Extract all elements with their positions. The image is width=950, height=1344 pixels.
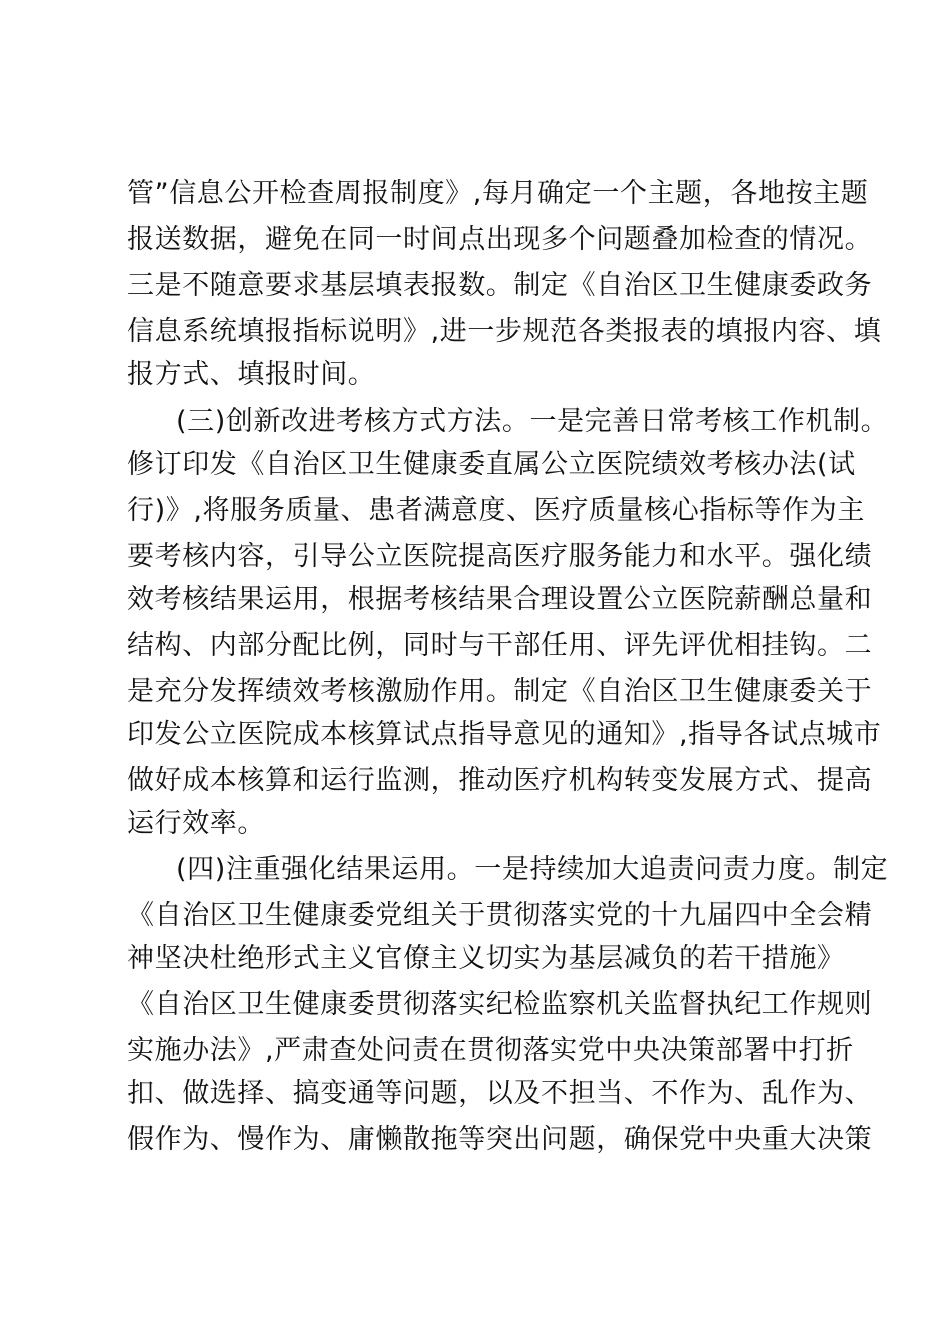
- paragraph-heading-4: (四)注重强化结果运用。一是持续加大追责问责力度。制定: [176, 854, 889, 885]
- text-line: 三是不随意要求基层填表报数。制定《自治区卫生健康委政务: [127, 270, 873, 301]
- text-line: 信息系统填报指标说明》,进一步规范各类报表的填报内容、填: [127, 316, 882, 347]
- text-line: 行)》,将服务质量、患者满意度、医疗质量核心指标等作为主: [127, 495, 865, 526]
- text-line: 《自治区卫生健康委贯彻落实纪检监察机关监督执纪工作规则: [127, 989, 873, 1020]
- text-line: 管”信息公开检查周报制度》,每月确定一个主题，各地按主题: [127, 178, 869, 209]
- text-line: 报方式、填报时间。: [127, 359, 376, 390]
- text-line: 神坚决杜绝形式主义官僚主义切实为基层减负的若干措施》: [127, 943, 845, 974]
- text-line: 报送数据，避免在同一时间点出现多个问题叠加检查的情况。: [127, 224, 873, 255]
- text-line: 结构、内部分配比例，同时与干部任用、评先评优相挂钩。二: [127, 630, 873, 661]
- text-line: 印发公立医院成本核算试点指导意见的通知》,指导各试点城市: [127, 719, 882, 750]
- text-line: 运行效率。: [127, 808, 265, 839]
- text-line: 效考核结果运用，根据考核结果合理设置公立医院薪酬总量和: [127, 584, 873, 615]
- text-line: 要考核内容，引导公立医院提高医疗服务能力和水平。强化绩: [127, 541, 873, 572]
- text-line: 《自治区卫生健康委党组关于贯彻落实党的十九届四中全会精: [127, 900, 873, 931]
- paragraph-heading-3: (三)创新改进考核方式方法。一是完善日常考核工作机制。: [176, 406, 889, 437]
- text-line: 扣、做选择、搞变通等问题，以及不担当、不作为、乱作为、: [127, 1078, 873, 1109]
- text-line: 假作为、慢作为、庸懒散拖等突出问题，确保党中央重大决策: [127, 1124, 873, 1155]
- text-line: 是充分发挥绩效考核激励作用。制定《自治区卫生健康委关于: [127, 676, 873, 707]
- text-line: 修订印发《自治区卫生健康委直属公立医院绩效考核办法(试: [127, 449, 856, 480]
- text-line: 做好成本核算和运行监测，推动医疗机构转变发展方式、提高: [127, 765, 873, 796]
- text-line: 实施办法》,严肃查处问责在贯彻落实党中央决策部署中打折: [127, 1035, 854, 1066]
